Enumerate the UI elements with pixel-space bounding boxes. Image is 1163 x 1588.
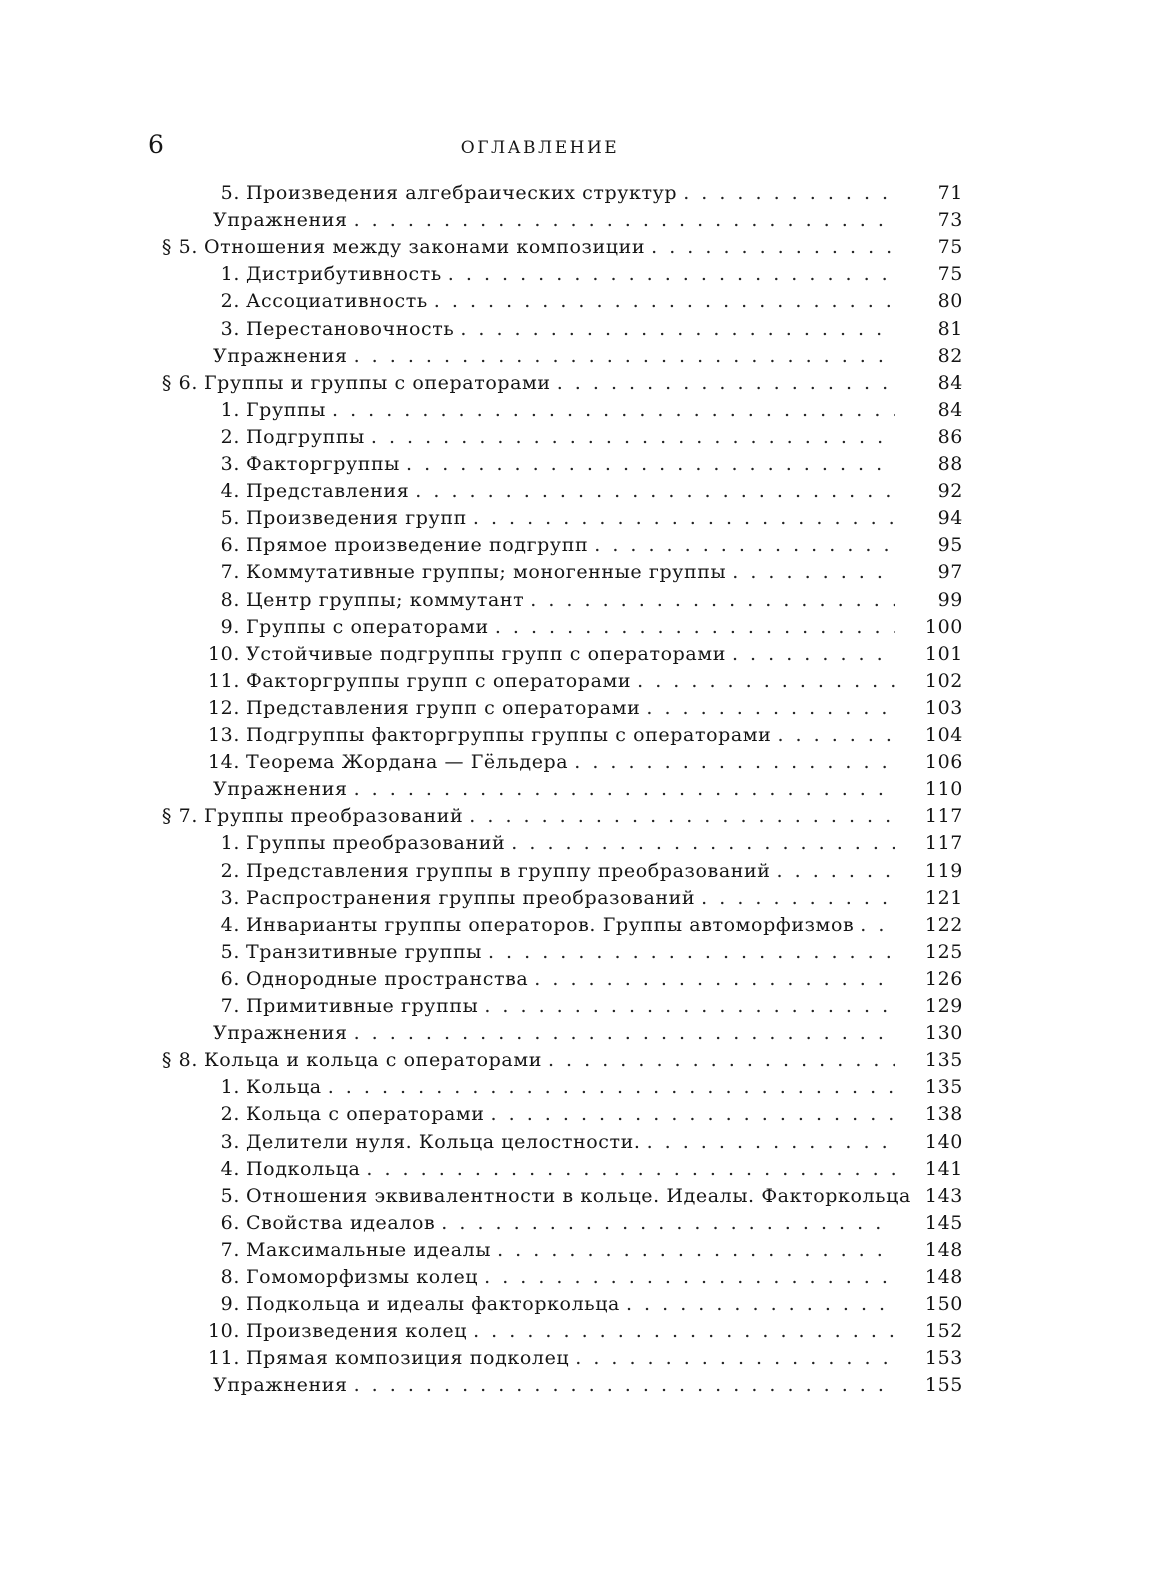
toc-entry-title: Упражнения — [213, 778, 348, 800]
toc-item-row — [160, 478, 963, 504]
toc-page-number: 117 — [924, 805, 963, 827]
toc-entry-title: Распространения группы преобразований — [246, 887, 696, 909]
toc-item-row — [160, 722, 963, 748]
toc-item-row — [160, 1318, 963, 1344]
toc-entry-title: Группы преобразований — [246, 832, 506, 854]
toc-entry-title: Максимальные идеалы — [246, 1239, 492, 1261]
toc-entry-title: Кольца — [246, 1076, 322, 1098]
dot-leader — [491, 1101, 895, 1127]
dot-leader — [473, 1318, 895, 1344]
running-header: ОГЛАВЛЕНИЕ — [460, 138, 620, 158]
toc-item-row — [160, 1237, 963, 1263]
toc-item-row — [160, 1345, 963, 1371]
toc-entry-number: 7. — [220, 995, 240, 1017]
toc-page-number: 101 — [924, 643, 963, 665]
dot-leader — [354, 1020, 895, 1046]
dot-leader — [354, 343, 895, 369]
toc-entry-number: 2. — [220, 1103, 240, 1125]
dot-leader — [732, 641, 895, 667]
toc-exercises-row — [213, 1020, 963, 1046]
toc-entry-title: Прямое произведение подгрупп — [246, 534, 589, 556]
dot-leader — [473, 505, 895, 531]
toc-item-row — [160, 830, 963, 856]
dot-leader — [354, 776, 895, 802]
dot-leader — [548, 1047, 895, 1073]
toc-item-row — [160, 668, 963, 694]
toc-entry-number: 1. — [220, 832, 240, 854]
toc-page-number: 138 — [924, 1103, 963, 1125]
dot-leader — [511, 830, 895, 856]
toc-item-row — [160, 1074, 963, 1100]
toc-item-row — [160, 1156, 963, 1182]
toc-entry-title: Кольца с операторами — [246, 1103, 485, 1125]
dot-leader — [448, 261, 895, 287]
toc-page-number: 75 — [937, 236, 963, 258]
toc-entry-title: Примитивные группы — [246, 995, 479, 1017]
dot-leader — [646, 695, 895, 721]
toc-entry-number: 14. — [207, 751, 240, 773]
toc-page-number: 148 — [924, 1239, 963, 1261]
toc-page-number: 140 — [924, 1131, 963, 1153]
toc-entry-title: Ассоциативность — [246, 290, 428, 312]
dot-leader — [488, 939, 895, 965]
toc-page-number: 100 — [924, 616, 963, 638]
dot-leader — [434, 288, 895, 314]
toc-entry-title: Делители нуля. Кольца целостности. — [246, 1131, 641, 1153]
toc-item-row — [160, 451, 963, 477]
toc-page-number: 75 — [937, 263, 963, 285]
toc-entry-title: Подкольца и идеалы факторкольца — [246, 1293, 620, 1315]
toc-entry-number: 4. — [220, 480, 240, 502]
toc-page-number: 86 — [937, 426, 963, 448]
dot-leader — [534, 966, 895, 992]
toc-entry-title: Устойчивые подгруппы групп с операторами — [246, 643, 726, 665]
toc-item-row — [160, 858, 963, 884]
toc-item-row — [160, 261, 963, 287]
toc-entry-title: Центр группы; коммутант — [246, 589, 525, 611]
toc-page-number: 153 — [924, 1347, 963, 1369]
toc-page-number: 88 — [937, 453, 963, 475]
toc-entry-title: Транзитивные группы — [246, 941, 482, 963]
toc-item-row — [160, 641, 963, 667]
toc-entry-title: Прямая композиция подколец — [246, 1347, 570, 1369]
toc-exercises-row — [213, 343, 963, 369]
toc-entry-title: Коммутативные группы; моногенные группы — [246, 561, 727, 583]
toc-page-number: 99 — [937, 589, 963, 611]
toc-entry-number: 8. — [220, 589, 240, 611]
toc-item-row — [160, 288, 963, 314]
toc-page-number: 102 — [924, 670, 963, 692]
toc-entry-number: 3. — [220, 318, 240, 340]
toc-page-number: 148 — [924, 1266, 963, 1288]
toc-entry-number: § 8. — [161, 1049, 198, 1071]
dot-leader — [495, 614, 895, 640]
toc-item-row — [160, 1264, 963, 1290]
toc-page-number: 119 — [924, 860, 963, 882]
toc-page-number: 71 — [937, 182, 963, 204]
toc-entry-number: 5. — [220, 182, 240, 204]
toc-page-number: 92 — [937, 480, 963, 502]
toc-page-number: 152 — [924, 1320, 963, 1342]
toc-item-row — [160, 993, 963, 1019]
toc-entry-title: Произведения колец — [246, 1320, 468, 1342]
toc-entry-number: 4. — [220, 1158, 240, 1180]
toc-page-number: 94 — [937, 507, 963, 529]
toc-entry-number: 3. — [220, 453, 240, 475]
toc-entry-number: 7. — [220, 561, 240, 583]
toc-entry-number: 2. — [220, 290, 240, 312]
toc-item-row — [160, 1291, 963, 1317]
toc-entry-title: Группы и группы с операторами — [204, 372, 551, 394]
toc-entry-number: 1. — [220, 1076, 240, 1098]
toc-page-number: 126 — [924, 968, 963, 990]
dot-leader — [469, 803, 895, 829]
toc-page-number: 130 — [924, 1022, 963, 1044]
toc-entry-number: 6. — [220, 968, 240, 990]
toc-entry-number: 10. — [207, 1320, 240, 1342]
toc-entry-number: 5. — [220, 507, 240, 529]
toc-entry-number: 12. — [207, 697, 240, 719]
toc-entry-number: 4. — [220, 914, 240, 936]
toc-item-row — [160, 885, 963, 911]
toc-entry-number: 1. — [220, 263, 240, 285]
toc-item-row — [160, 424, 963, 450]
dot-leader — [574, 749, 895, 775]
dot-leader — [460, 316, 895, 342]
toc-page-number: 84 — [937, 399, 963, 421]
toc-entry-title: Произведения алгебраических структур — [246, 182, 678, 204]
dot-leader — [441, 1210, 895, 1236]
toc-entry-number: 2. — [220, 860, 240, 882]
toc-entry-title: Гомоморфизмы колец — [246, 1266, 479, 1288]
toc-page-number: 103 — [924, 697, 963, 719]
toc-entry-title: Подгруппы — [246, 426, 365, 448]
toc-entry-title: Подгруппы факторгруппы группы с операторами — [246, 724, 772, 746]
toc-item-row — [160, 397, 963, 423]
toc-entry-title: Отношения между законами композиции — [204, 236, 646, 258]
toc-entry-title: Кольца и кольца с операторами — [204, 1049, 542, 1071]
dot-leader — [683, 180, 895, 206]
toc-entry-number: 10. — [207, 643, 240, 665]
dot-leader — [637, 668, 895, 694]
toc-item-row — [160, 587, 963, 613]
toc-page-number: 84 — [937, 372, 963, 394]
dot-leader — [651, 234, 895, 260]
toc-entry-number: 11. — [207, 1347, 240, 1369]
toc-entry-number: 13. — [207, 724, 240, 746]
toc-entry-title: Группы с операторами — [246, 616, 489, 638]
toc-entry-title: Упражнения — [213, 1374, 348, 1396]
toc-entry-number: 3. — [220, 887, 240, 909]
toc-entry-title: Отношения эквивалентности в кольце. Идеалы. Факторкольца — [246, 1185, 911, 1207]
toc-item-row — [160, 1210, 963, 1236]
dot-leader — [328, 1074, 895, 1100]
dot-leader — [371, 424, 895, 450]
toc-page-number: 95 — [937, 534, 963, 556]
dot-leader — [777, 722, 895, 748]
toc-item-row — [160, 1129, 963, 1155]
toc-page-number: 97 — [937, 561, 963, 583]
dot-leader — [332, 397, 895, 423]
toc-entry-number: 6. — [220, 534, 240, 556]
toc-entry-number: 6. — [220, 1212, 240, 1234]
toc-exercises-row — [213, 207, 963, 233]
toc-entry-number: § 7. — [161, 805, 198, 827]
dot-leader — [484, 993, 895, 1019]
toc-entry-number: 2. — [220, 426, 240, 448]
toc-exercises-row — [213, 1372, 963, 1398]
dot-leader — [860, 912, 895, 938]
toc-entry-title: Упражнения — [213, 345, 348, 367]
dot-leader — [497, 1237, 895, 1263]
dot-leader — [701, 885, 895, 911]
toc-entry-title: Представления группы в группу преобразований — [246, 860, 771, 882]
dot-leader — [575, 1345, 895, 1371]
toc-item-row — [160, 1101, 963, 1127]
toc-entry-title: Группы — [246, 399, 326, 421]
toc-entry-title: Упражнения — [213, 209, 348, 231]
dot-leader — [647, 1129, 895, 1155]
toc-page-number: 110 — [924, 778, 963, 800]
toc-page-number: 145 — [924, 1212, 963, 1234]
toc-entry-number: 11. — [207, 670, 240, 692]
dot-leader — [594, 532, 895, 558]
dot-leader — [415, 478, 895, 504]
toc-page-number: 104 — [924, 724, 963, 746]
toc-item-row — [160, 939, 963, 965]
dot-leader — [777, 858, 895, 884]
toc-entry-number: 9. — [220, 1293, 240, 1315]
toc-item-row — [160, 505, 963, 531]
toc-item-row — [160, 532, 963, 558]
toc-entry-number: § 5. — [161, 236, 198, 258]
toc-item-row — [160, 180, 963, 206]
page-number: 6 — [148, 130, 164, 159]
toc-entry-title: Произведения групп — [246, 507, 467, 529]
toc-entry-title: Свойства идеалов — [246, 1212, 436, 1234]
toc-page-number: 121 — [924, 887, 963, 909]
toc-page-number: 117 — [924, 832, 963, 854]
dot-leader — [354, 207, 895, 233]
toc-entry-title: Представления — [246, 480, 410, 502]
dot-leader — [626, 1291, 895, 1317]
toc-page-number: 82 — [937, 345, 963, 367]
toc-entry-number: § 6. — [161, 372, 198, 394]
toc-entry-number: 3. — [220, 1131, 240, 1153]
toc-entry-title: Однородные пространства — [246, 968, 529, 990]
toc-page-number: 141 — [924, 1158, 963, 1180]
toc-page-number: 125 — [924, 941, 963, 963]
dot-leader — [406, 451, 895, 477]
toc-item-row — [160, 614, 963, 640]
toc-page-number: 80 — [937, 290, 963, 312]
toc-entry-number: 7. — [220, 1239, 240, 1261]
toc-entry-title: Факторгруппы групп с операторами — [246, 670, 632, 692]
dot-leader — [732, 559, 895, 585]
toc-item-row — [160, 749, 963, 775]
toc-item-row — [160, 966, 963, 992]
toc-item-row — [160, 912, 963, 938]
toc-item-row — [160, 1183, 963, 1209]
toc-entry-title: Дистрибутивность — [246, 263, 442, 285]
toc-page-number: 155 — [924, 1374, 963, 1396]
toc-page-number: 81 — [937, 318, 963, 340]
toc-page-number: 135 — [924, 1049, 963, 1071]
toc-entry-number: 1. — [220, 399, 240, 421]
dot-leader — [557, 370, 895, 396]
toc-entry-title: Группы преобразований — [204, 805, 464, 827]
toc-page-number: 129 — [924, 995, 963, 1017]
toc-entry-title: Представления групп с операторами — [246, 697, 641, 719]
toc-page-number: 106 — [924, 751, 963, 773]
toc-section-row — [146, 234, 963, 260]
toc-item-row — [160, 316, 963, 342]
toc-section-row — [146, 370, 963, 396]
toc-page-number: 135 — [924, 1076, 963, 1098]
toc-section-row — [146, 803, 963, 829]
toc-entry-number: 8. — [220, 1266, 240, 1288]
dot-leader — [354, 1372, 895, 1398]
toc-item-row — [160, 695, 963, 721]
toc-entry-title: Перестановочность — [246, 318, 455, 340]
toc-entry-title: Факторгруппы — [246, 453, 401, 475]
dot-leader — [484, 1264, 895, 1290]
toc-page-number: 73 — [937, 209, 963, 231]
toc-entry-title: Упражнения — [213, 1022, 348, 1044]
toc-page-number: 150 — [924, 1293, 963, 1315]
dot-leader — [530, 587, 895, 613]
toc-item-row — [160, 559, 963, 585]
toc-entry-number: 5. — [220, 1185, 240, 1207]
toc-exercises-row — [213, 776, 963, 802]
toc-entry-title: Теорема Жордана — Гёльдера — [246, 751, 569, 773]
toc-entry-title: Подкольца — [246, 1158, 361, 1180]
toc-entry-title: Инварианты группы операторов. Группы автоморфизмов — [246, 914, 855, 936]
toc-entry-number: 5. — [220, 941, 240, 963]
toc-page-number: 122 — [924, 914, 963, 936]
dot-leader — [366, 1156, 895, 1182]
toc-entry-number: 9. — [220, 616, 240, 638]
toc-section-row — [146, 1047, 963, 1073]
toc-page-number: 143 — [924, 1185, 963, 1207]
